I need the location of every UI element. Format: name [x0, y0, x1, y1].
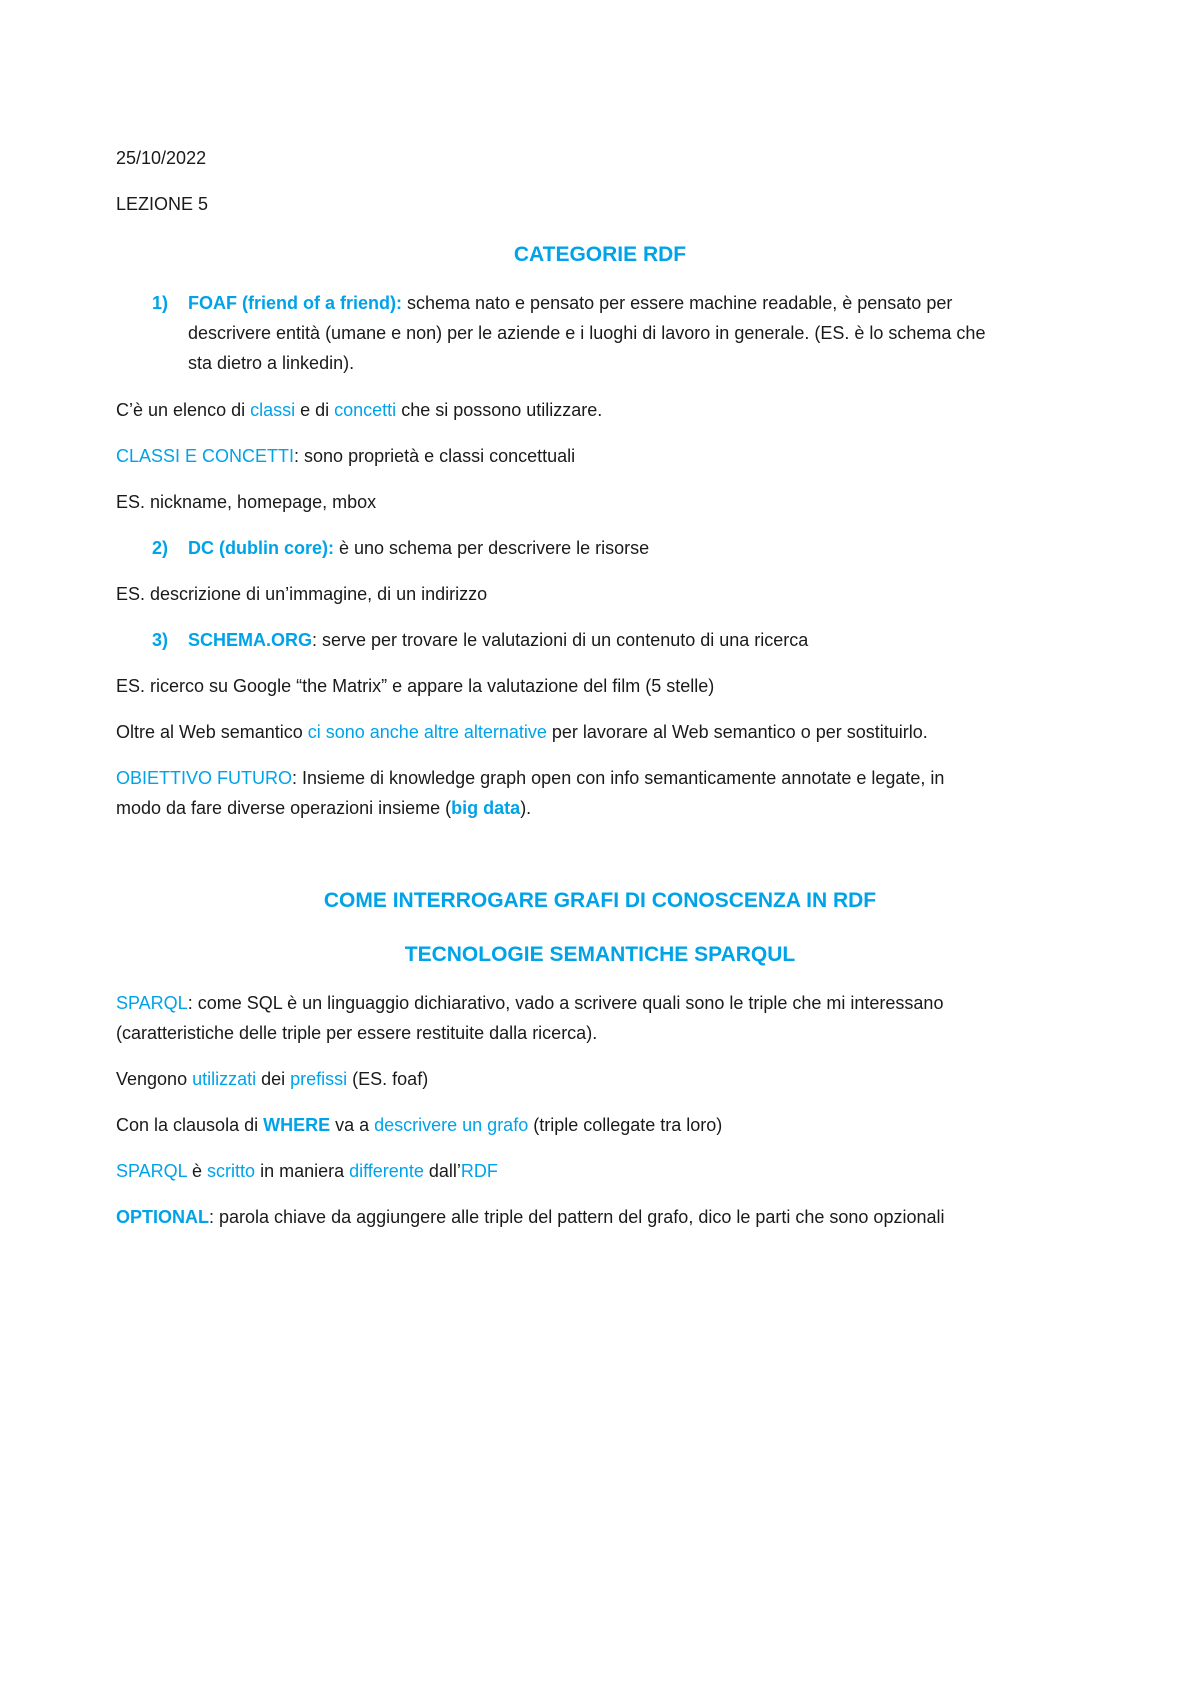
paragraph-obiettivo [116, 763, 1096, 793]
list-number: 3) [152, 630, 169, 650]
text-span: per lavorare al Web semantico o per sostituirlo. [546, 722, 928, 742]
highlight-sparql: SPARQL [116, 1161, 188, 1181]
term-foaf: FOAF (friend of a friend): [188, 293, 402, 313]
term-sparql: SPARQL [116, 993, 188, 1013]
list-item-foaf [152, 288, 1092, 378]
text-span: che si possono utilizzare. [396, 400, 603, 420]
paragraph-example-nickname: ES. nickname, homepage, mbox [116, 492, 377, 512]
paragraph-sparql [116, 988, 1096, 1018]
paragraph-where [116, 1110, 1096, 1140]
paragraph-sparql-rdf [116, 1156, 1096, 1186]
highlight-scritto: scritto [207, 1161, 256, 1181]
text-span: ). [520, 798, 532, 818]
text-span: Oltre al Web semantico [116, 722, 308, 742]
text-span: : Insieme di knowledge graph open con info semanticamente annotate e legate, in [292, 768, 945, 788]
paragraph-optional [116, 1202, 1096, 1232]
highlight-descrivere-grafo: descrivere un grafo [374, 1115, 529, 1135]
item-text-line3: sta dietro a linkedin). [188, 353, 355, 373]
term-optional: OPTIONAL [116, 1207, 209, 1227]
highlight-where: WHERE [263, 1115, 331, 1135]
highlight-prefissi: prefissi [290, 1069, 348, 1089]
text-span: : sono proprietà e classi concettuali [294, 446, 576, 466]
item-text-line2: descrivere entità (umane e non) per le aziende e i luoghi di lavoro in generale. (ES. è lo schema che [188, 323, 986, 343]
list-item-schema-org [152, 625, 1092, 655]
lesson-label: LEZIONE 5 [116, 194, 209, 214]
date: 25/10/2022 [116, 148, 207, 168]
text-span: : come SQL è un linguaggio dichiarativo, vado a scrivere quali sono le triple che mi interessano [187, 993, 944, 1013]
list-number: 1) [152, 293, 169, 313]
text-span: Con la clausola di [116, 1115, 264, 1135]
highlight-big-data: big data [451, 798, 521, 818]
paragraph-elenco [116, 395, 1096, 425]
section-title-interrogare: COME INTERROGARE GRAFI DI CONOSCENZA IN RDF [323, 889, 877, 912]
list-number: 2) [152, 538, 169, 558]
text-span: (ES. foaf) [347, 1069, 429, 1089]
term-obiettivo-futuro: OBIETTIVO FUTURO [116, 768, 293, 788]
list-item-body [188, 288, 1092, 318]
highlight-differente: differente [349, 1161, 424, 1181]
text-span: va a [330, 1115, 375, 1135]
section-title-categorie: CATEGORIE RDF [513, 243, 687, 266]
item-text: : serve per trovare le valutazioni di un contenuto di una ricerca [312, 630, 809, 650]
paragraph-prefissi [116, 1064, 1096, 1094]
text-span: (triple collegate tra loro) [528, 1115, 723, 1135]
list-item-dc [152, 533, 1092, 563]
term-dc: DC (dublin core): [188, 538, 334, 558]
text-span: dei [256, 1069, 291, 1089]
highlight-rdf: RDF [460, 1161, 498, 1181]
section-subtitle-sparqul: TECNOLOGIE SEMANTICHE SPARQUL [404, 943, 796, 966]
highlight-utilizzati: utilizzati [192, 1069, 257, 1089]
paragraph-classi-concetti [116, 441, 1096, 471]
highlight-alternative: ci sono anche altre alternative [307, 722, 547, 742]
text-span: : parola chiave da aggiungere alle triple del pattern del grafo, dico le parti che sono opzionali [209, 1207, 945, 1227]
list-item-body [188, 625, 1092, 655]
paragraph-obiettivo-line2 [116, 793, 1096, 823]
text-span: e di [295, 400, 335, 420]
text-span: Vengono [116, 1069, 193, 1089]
highlight-classi: classi [250, 400, 296, 420]
term-schema-org: SCHEMA.ORG [188, 630, 313, 650]
item-text: è uno schema per descrivere le risorse [334, 538, 650, 558]
text-span: è [187, 1161, 208, 1181]
text-span: dall’ [423, 1161, 461, 1181]
paragraph-example-descrizione: ES. descrizione di un’immagine, di un indirizzo [116, 584, 488, 604]
term-classi-concetti: CLASSI E CONCETTI [116, 446, 295, 466]
text-span: C’è un elenco di [116, 400, 251, 420]
text-span: in maniera [255, 1161, 350, 1181]
text-span: modo da fare diverse operazioni insieme ( [116, 798, 452, 818]
paragraph-example-matrix: ES. ricerco su Google “the Matrix” e appare la valutazione del film (5 stelle) [116, 676, 715, 696]
item-text: schema nato e pensato per essere machine readable, è pensato per [401, 293, 953, 313]
highlight-concetti: concetti [334, 400, 397, 420]
paragraph-alternative [116, 717, 1096, 747]
paragraph-sparql-line2: (caratteristiche delle triple per essere restituite dalla ricerca). [116, 1023, 598, 1043]
list-item-body [188, 533, 1092, 563]
